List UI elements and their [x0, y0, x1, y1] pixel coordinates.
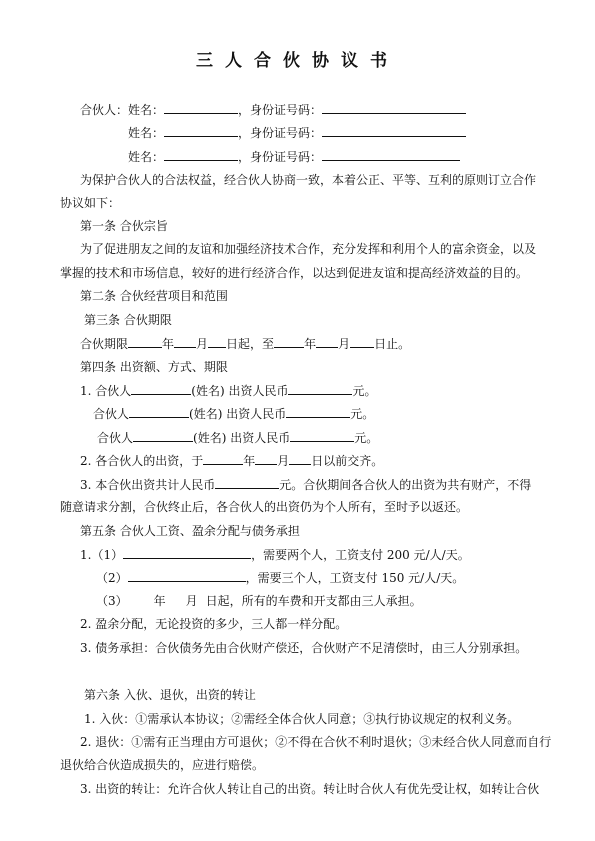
- end-year-field[interactable]: [274, 335, 304, 348]
- deadline-month-field[interactable]: [255, 452, 277, 465]
- withdrawal-line-2: 退伙给合伙造成损失的，应进行赔偿。: [60, 758, 265, 772]
- id-field-1[interactable]: [322, 101, 466, 114]
- contributor-name-field-3[interactable]: [133, 429, 193, 442]
- article-4-heading: 第四条 出资额、方式、期限: [80, 360, 228, 374]
- withdrawal-line-1: 2. 退伙：①需有正当理由方可退伙；②不得在合伙不利时退伙；③未经合伙人同意而自行: [80, 735, 552, 749]
- name-field-2[interactable]: [164, 124, 238, 137]
- id-field-2[interactable]: [322, 124, 466, 137]
- document-title: 三人合伙协议书: [196, 51, 399, 71]
- total-amount-field[interactable]: [215, 476, 279, 489]
- article-1-body-1: 为了促进朋友之间的友谊和加强经济技术合作，充分发挥和利用个人的富余资金，以及: [80, 242, 537, 256]
- contribution-deadline-line: 2. 各合伙人的出资，于 年 月 日以前交齐。: [80, 454, 384, 468]
- transfer-line: 3. 出资的转让：允许合伙人转让自己的出资。转让时合伙人有优先受让权，如转让合伙: [80, 782, 540, 796]
- article-6-heading: 第六条 入伙、退伙，出资的转让: [84, 688, 256, 702]
- contribution-row-2: 合伙人 (姓名) 出资人民币 元。: [93, 407, 375, 421]
- contribution-row-3: 合伙人 (姓名) 出资人民币 元。: [97, 431, 379, 445]
- name-field-1[interactable]: [164, 101, 238, 114]
- deadline-day-field[interactable]: [289, 452, 311, 465]
- total-contribution-line-2: 随意请求分割，合伙终止后，各合伙人的出资仍为个人所有，至时予以返还。: [60, 500, 469, 514]
- wage-row-1: 1.（1） ，需要两个人，工资支付 200 元/人/天。: [80, 548, 470, 562]
- partner-row-2: 姓名： ，身份证号码：: [128, 124, 466, 141]
- intro-line-2: 协议如下：: [60, 196, 121, 210]
- contribution-amount-field-1[interactable]: [288, 382, 352, 395]
- name-field-3[interactable]: [164, 148, 238, 161]
- intro-line-1: 为保护合伙人的合法权益，经合伙人协商一致，本着公正、平等、互利的原则订立合作: [80, 173, 537, 187]
- contribution-amount-field-2[interactable]: [286, 405, 350, 418]
- wage-role-field-2[interactable]: [128, 569, 246, 582]
- start-day-field[interactable]: [208, 335, 226, 348]
- end-day-field[interactable]: [350, 335, 374, 348]
- start-month-field[interactable]: [174, 335, 196, 348]
- expense-row: （3） 年 月 日起，所有的车费和开支都由三人承担。: [96, 594, 422, 608]
- article-5-heading: 第五条 合伙人工资、盈余分配与债务承担: [80, 524, 300, 538]
- contributor-name-field-1[interactable]: [131, 382, 191, 395]
- end-month-field[interactable]: [316, 335, 338, 348]
- start-year-field[interactable]: [128, 335, 162, 348]
- wage-role-field-1[interactable]: [123, 546, 251, 559]
- article-3-heading: 第三条 合伙期限: [84, 313, 172, 327]
- id-field-3[interactable]: [322, 148, 460, 161]
- contribution-row-1: 1. 合伙人 (姓名) 出资人民币 元。: [80, 384, 377, 398]
- partner-row-1: 合伙人：姓名： ，身份证号码：: [80, 101, 466, 118]
- contributor-name-field-2[interactable]: [129, 405, 189, 418]
- total-contribution-line: 3. 本合伙出资共计人民币 元。合伙期间各合伙人的出资为共有财产，不得: [80, 478, 532, 492]
- profit-distribution-line: 2. 盈余分配，无论投资的多少，三人都一样分配。: [80, 617, 348, 631]
- deadline-year-field[interactable]: [203, 452, 243, 465]
- partner-row-3: 姓名： ，身份证号码：: [128, 148, 460, 165]
- joining-line: 1. 入伙：①需承认本协议；②需经全体合伙人同意；③执行协议规定的权利义务。: [84, 712, 520, 726]
- article-2-heading: 第二条 合伙经营项目和范围: [80, 289, 228, 303]
- debt-liability-line: 3. 债务承担：合伙债务先由合伙财产偿还，合伙财产不足清偿时，由三人分别承担。: [80, 641, 528, 655]
- article-1-body-2: 掌握的技术和市场信息，较好的进行经济合作，以达到促进友谊和提高经济效益的目的。: [60, 266, 529, 280]
- wage-row-2: （2） ，需要三个人，工资支付 150 元/人/天。: [96, 571, 465, 585]
- contribution-amount-field-3[interactable]: [290, 429, 354, 442]
- article-1-heading: 第一条 合伙宗旨: [80, 219, 168, 233]
- article-3-term-line: 合伙期限 年 月 日起，至 年 月 日止。: [80, 337, 411, 351]
